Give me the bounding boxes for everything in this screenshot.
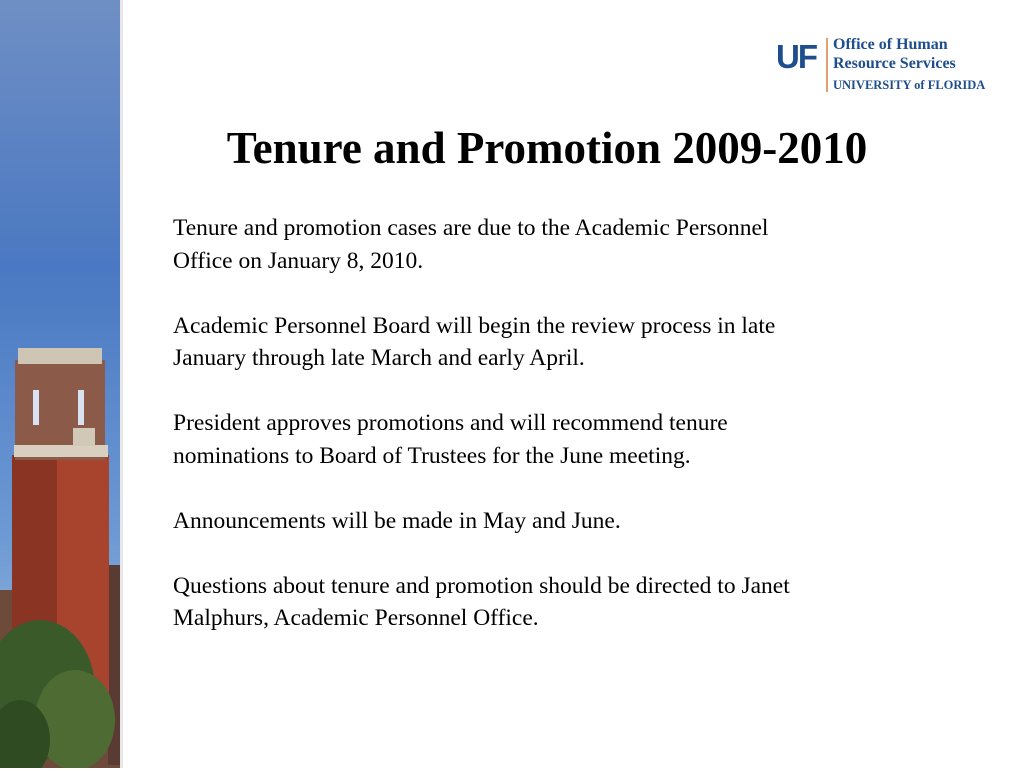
logo-line-2: Resource Services [833,55,956,72]
paragraph-review-process [173,310,790,375]
paragraph-questions [173,570,790,635]
text-line: Malphurs, Academic Personnel Office. [173,605,539,631]
text-line: January through late March and early April. [173,345,585,371]
logo-divider [826,38,828,92]
text-line: nominations to Board of Trustees for the June meeting. [173,442,691,469]
uf-hr-logo [776,36,996,96]
slide-title: Tenure and Promotion 2009-2010 [226,123,868,173]
text-line: Announcements will be made in May and June. [173,507,621,534]
logo-line-3: UNIVERSITY of FLORIDA [833,78,986,92]
slide-body [173,212,790,667]
text-line: Academic Personnel Board will begin the review process in late [173,312,776,339]
text-line: Tenure and promotion cases are due to the Academic Personnel [173,215,769,241]
paragraph-due-date [173,212,790,277]
paragraph-announcements [173,505,790,538]
text-line: President approves promotions and will recommend tenure [173,410,728,436]
paragraph-president-approval [173,407,790,472]
uf-logo-mark: UF [776,38,816,75]
logo-line-1: Office of Human [833,36,948,53]
text-line: Questions about tenure and promotion should be directed to Janet [173,572,790,599]
text-line: Office on January 8, 2010. [173,247,424,274]
century-tower-photo [0,0,123,768]
